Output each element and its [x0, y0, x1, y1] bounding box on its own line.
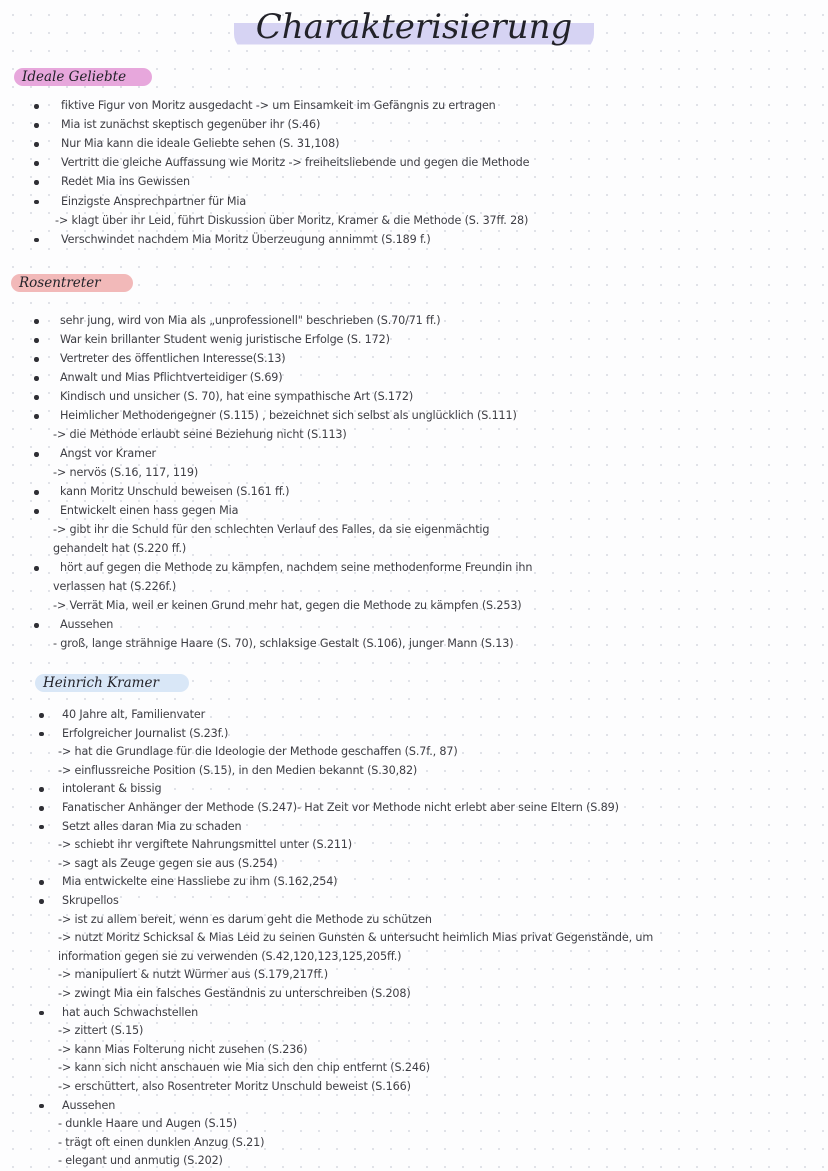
bullet-text: Vertritt die gleiche Auffassung wie Moritz -> freiheitsliebende und gegen die Methode — [61, 156, 530, 170]
sub-text: -> erschüttert, also Rosentreter Moritz Unschuld beweist (S.166) — [58, 1080, 411, 1093]
bullet-point — [39, 1104, 44, 1109]
sub-text: -> manipuliert & nutzt Würmer aus (S.179,217ff.) — [58, 968, 328, 982]
sub-text: -> Verrät Mia, weil er keinen Grund mehr hat, gegen die Methode zu kämpfen (S.253) — [53, 599, 522, 612]
bullet-point — [34, 319, 39, 324]
bullet-point — [34, 376, 39, 381]
bullet-point — [34, 509, 39, 514]
sub-text: - dunkle Haare und Augen (S.15) — [58, 1117, 238, 1131]
sub-text: - elegant und anmutig (S.202) — [58, 1154, 223, 1168]
sub-text: - groß, lange strähnige Haare (S. 70), schlaksige Gestalt (S.106), junger Mann (S.13) — [53, 637, 514, 650]
sub-text: verlassen hat (S.226f.) — [53, 580, 177, 593]
bullet-point — [39, 880, 44, 885]
bullet-point — [39, 732, 44, 737]
bullet-text: kann Moritz Unschuld beweisen (S.161 ff.) — [60, 485, 290, 498]
section-heading-heinrich-kramer: Heinrich Kramer — [35, 674, 189, 692]
bullet-text: War kein brillanter Student wenig juristische Erfolge (S. 172) — [60, 333, 390, 346]
bullet-text: intolerant & bissig — [62, 782, 162, 796]
sub-text: -> zwingt Mia ein falsches Geständnis zu unterschreiben (S.208) — [58, 987, 411, 1000]
bullet-text: Aussehen — [60, 618, 114, 631]
sub-text: -> klagt über ihr Leid, führt Diskussion über Moritz, Kramer & die Methode (S. 37ff. 28) — [55, 213, 529, 227]
bullet-point — [34, 161, 39, 166]
page-title-text: Charakterisierung — [234, 2, 594, 52]
bullet-point — [34, 180, 39, 185]
bullet-text: Skrupellos — [62, 894, 119, 907]
sub-text: -> einflussreiche Position (S.15), in den Medien bekannt (S.30,82) — [58, 763, 418, 777]
bullet-point — [39, 713, 44, 718]
bullet-point — [39, 806, 44, 811]
bullet-text: sehr jung, wird von Mia als „unprofessionell" beschrieben (S.70/71 ff.) — [60, 314, 441, 327]
bullet-point — [34, 338, 39, 343]
sub-text: -> hat die Grundlage für die Ideologie der Methode geschaffen (S.7f., 87) — [58, 745, 458, 759]
bullet-text: Verschwindet nachdem Mia Moritz Überzeugung annimmt (S.189 f.) — [61, 232, 431, 246]
page-title — [0, 2, 828, 52]
bullet-point — [34, 452, 39, 457]
bullet-point — [39, 1011, 44, 1016]
sub-text: - trägt oft einen dunklen Anzug (S.21) — [58, 1135, 265, 1149]
bullet-text: Mia ist zunächst skeptisch gegenüber ihr (S.46) — [61, 118, 321, 132]
bullet-text: fiktive Figur von Moritz ausgedacht -> um Einsamkeit im Gefängnis zu ertragen — [61, 99, 496, 112]
bullet-point — [34, 123, 39, 128]
bullet-text: Redet Mia ins Gewissen — [61, 175, 190, 189]
bullet-point — [34, 490, 39, 495]
bullet-text: Fanatischer Anhänger der Methode (S.247)- Hat Zeit vor Methode nicht erlebt aber seine Eltern (S.89) — [62, 801, 619, 814]
bullet-text: Kindisch und unsicher (S. 70), hat eine sympathische Art (S.172) — [60, 390, 414, 403]
bullet-text: hat auch Schwachstellen — [62, 1005, 199, 1019]
bullet-text: Heimlicher Methodengegner (S.115) , bezeichnet sich selbst als unglücklich (S.111) — [60, 409, 517, 422]
bullet-text: Mia entwickelte eine Hassliebe zu ihm (S.162,254) — [62, 875, 338, 889]
bullet-text: Nur Mia kann die ideale Geliebte sehen (S. 31,108) — [61, 137, 340, 151]
bullet-text: hört auf gegen die Methode zu kämpfen, nachdem seine methodenforme Freundin ihn — [60, 561, 533, 574]
sub-text: -> kann Mias Folterung nicht zusehen (S.236) — [58, 1042, 308, 1056]
bullet-point — [39, 899, 44, 904]
bullet-point — [34, 395, 39, 400]
sub-text: -> schiebt ihr vergiftete Nahrungsmittel unter (S.211) — [58, 838, 352, 852]
bullet-text: 40 Jahre alt, Familienvater — [62, 708, 206, 721]
bullet-point — [34, 623, 39, 628]
bullet-point — [34, 104, 39, 109]
bullet-text: Anwalt und Mias Pflichtverteidiger (S.69) — [60, 371, 283, 384]
bullet-text: Entwickelt einen hass gegen Mia — [60, 504, 239, 517]
sub-text: -> ist zu allem bereit, wenn es darum geht die Methode zu schützen — [58, 912, 432, 926]
bullet-point — [34, 200, 39, 205]
bullet-point — [34, 414, 39, 419]
bullet-text: Vertreter des öffentlichen Interesse(S.13) — [60, 352, 286, 365]
bullet-point — [34, 238, 39, 243]
bullet-point — [34, 566, 39, 571]
bullet-text: Erfolgreicher Journalist (S.23f.) — [62, 726, 229, 740]
sub-text: -> nutzt Moritz Schicksal & Mias Leid zu seinen Gunsten & untersucht heimlich Mias privat Gegenstände, um — [58, 931, 654, 945]
sub-text: -> nervös (S.16, 117, 119) — [53, 466, 199, 479]
bullet-point — [39, 825, 44, 830]
sub-text: gehandelt hat (S.220 ff.) — [53, 542, 187, 555]
sub-text: -> kann sich nicht anschauen wie Mia sich den chip entfernt (S.246) — [58, 1061, 431, 1075]
bullet-text: Setzt alles daran Mia zu schaden — [62, 819, 242, 833]
bullet-text: Aussehen — [62, 1098, 116, 1112]
bullet-point — [39, 787, 44, 792]
sub-text: information gegen sie zu verwenden (S.42,120,123,125,205ff.) — [58, 949, 402, 963]
sub-text: -> zittert (S.15) — [58, 1024, 144, 1038]
sub-text: -> die Methode erlaubt seine Beziehung nicht (S.113) — [53, 428, 347, 441]
section-heading-rosentreter: Rosentreter — [11, 274, 133, 292]
bullet-text: Einzigste Ansprechpartner für Mia — [61, 194, 247, 208]
bullet-point — [34, 142, 39, 147]
section-heading-ideale-geliebte: Ideale Geliebte — [14, 68, 152, 86]
sub-text: -> gibt ihr die Schuld für den schlechten Verlauf des Falles, da sie eigenmächtig — [53, 523, 490, 536]
bullet-text: Angst vor Kramer — [60, 447, 157, 460]
sub-text: -> sagt als Zeuge gegen sie aus (S.254) — [58, 856, 278, 870]
bullet-point — [34, 357, 39, 362]
